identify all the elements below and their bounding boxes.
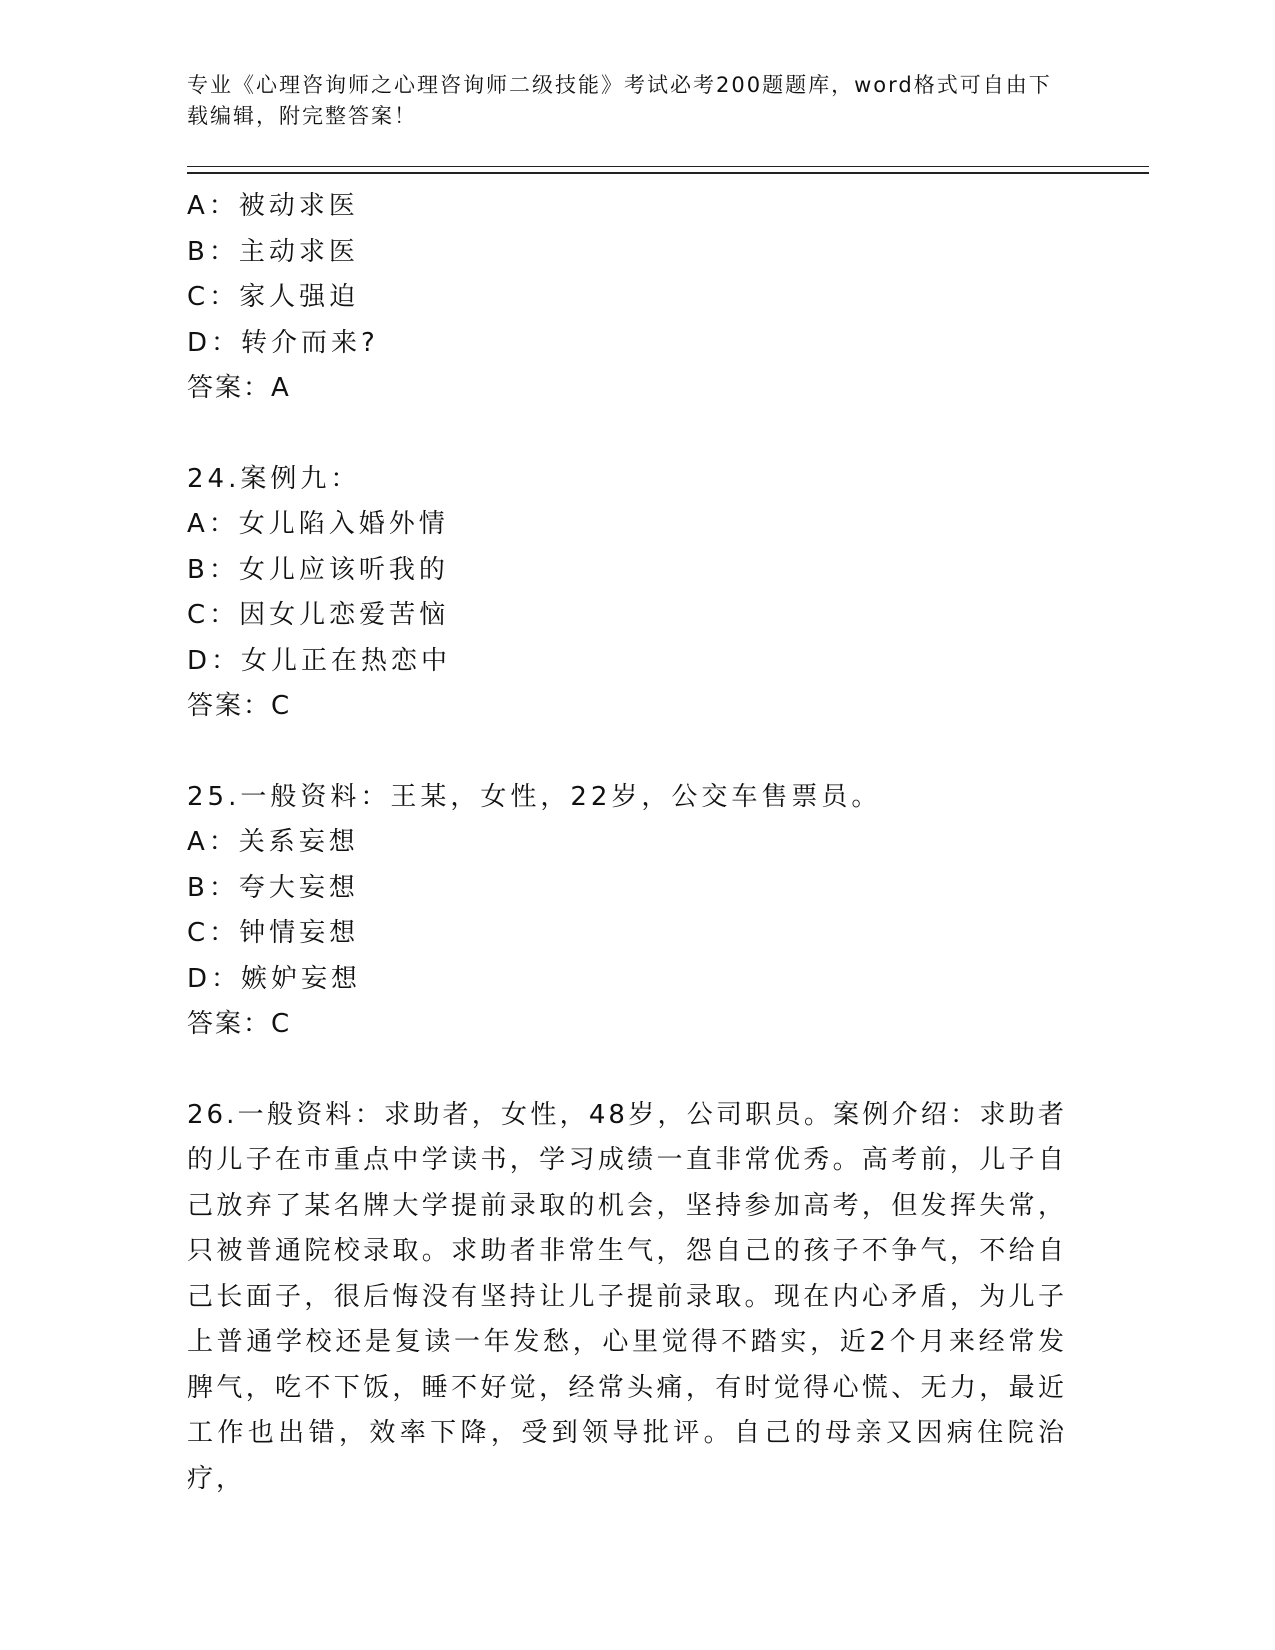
- option-b: B：女儿应该听我的: [187, 554, 449, 585]
- question-stem: 24.案例九：: [187, 463, 361, 494]
- document-header: 专业《心理咨询师之心理咨询师二级技能》考试必考200题题库，word格式可自由下载编辑，附完整答案！: [187, 73, 1052, 128]
- option-b: B：主动求医: [187, 236, 359, 267]
- option-c: C：家人强迫: [187, 282, 360, 312]
- header-divider: [187, 166, 1149, 174]
- document-page: [187, 70, 1149, 1502]
- question-26-paragraph: 26.一般资料：求助者，女性，48岁，公司职员。案例介绍：求助者的儿子在市重点中学读书，学习成绩一直非常优秀。高考前，儿子自己放弃了某名牌大学提前录取的机会，坚持参加高考，但发挥失常，只被普通院校录取。求助者非常生气，怨自己的孩子不争气，不给自己长面子，很后悔没有坚持让儿子提前录取。现在内心矛盾，为儿子上普通学校还是复读一年发愁，心里觉得不踏实，近2个月来经常发脾气，吃不下饭，睡不好觉，经常头痛，有时觉得心慌、无力，最近工作也出错，效率下降，受到领导批评。自己的母亲又因病住院治疗，: [187, 1099, 1067, 1494]
- answer-line: 答案：C: [187, 1009, 292, 1039]
- option-d: D：女儿正在热恋中: [187, 645, 452, 676]
- option-c: C：钟情妄想: [187, 918, 360, 948]
- question-stem: 25.一般资料：王某，女性，22岁，公交车售票员。: [187, 781, 882, 812]
- question-24-block: [187, 457, 1149, 730]
- answer-line: 答案：C: [187, 691, 292, 721]
- option-a: A：被动求医: [187, 191, 359, 221]
- question-23-block: [187, 184, 1149, 412]
- option-d: D：嫉妒妄想: [187, 963, 362, 994]
- document-content: [187, 184, 1149, 1502]
- question-25-block: [187, 775, 1149, 1048]
- option-c: C：因女儿恋爱苦恼: [187, 600, 450, 630]
- option-a: A：关系妄想: [187, 827, 359, 857]
- answer-line: 答案：A: [187, 373, 291, 403]
- option-d: D：转介而来?: [187, 327, 379, 358]
- option-b: B：夸大妄想: [187, 872, 359, 903]
- option-a: A：女儿陷入婚外情: [187, 509, 449, 539]
